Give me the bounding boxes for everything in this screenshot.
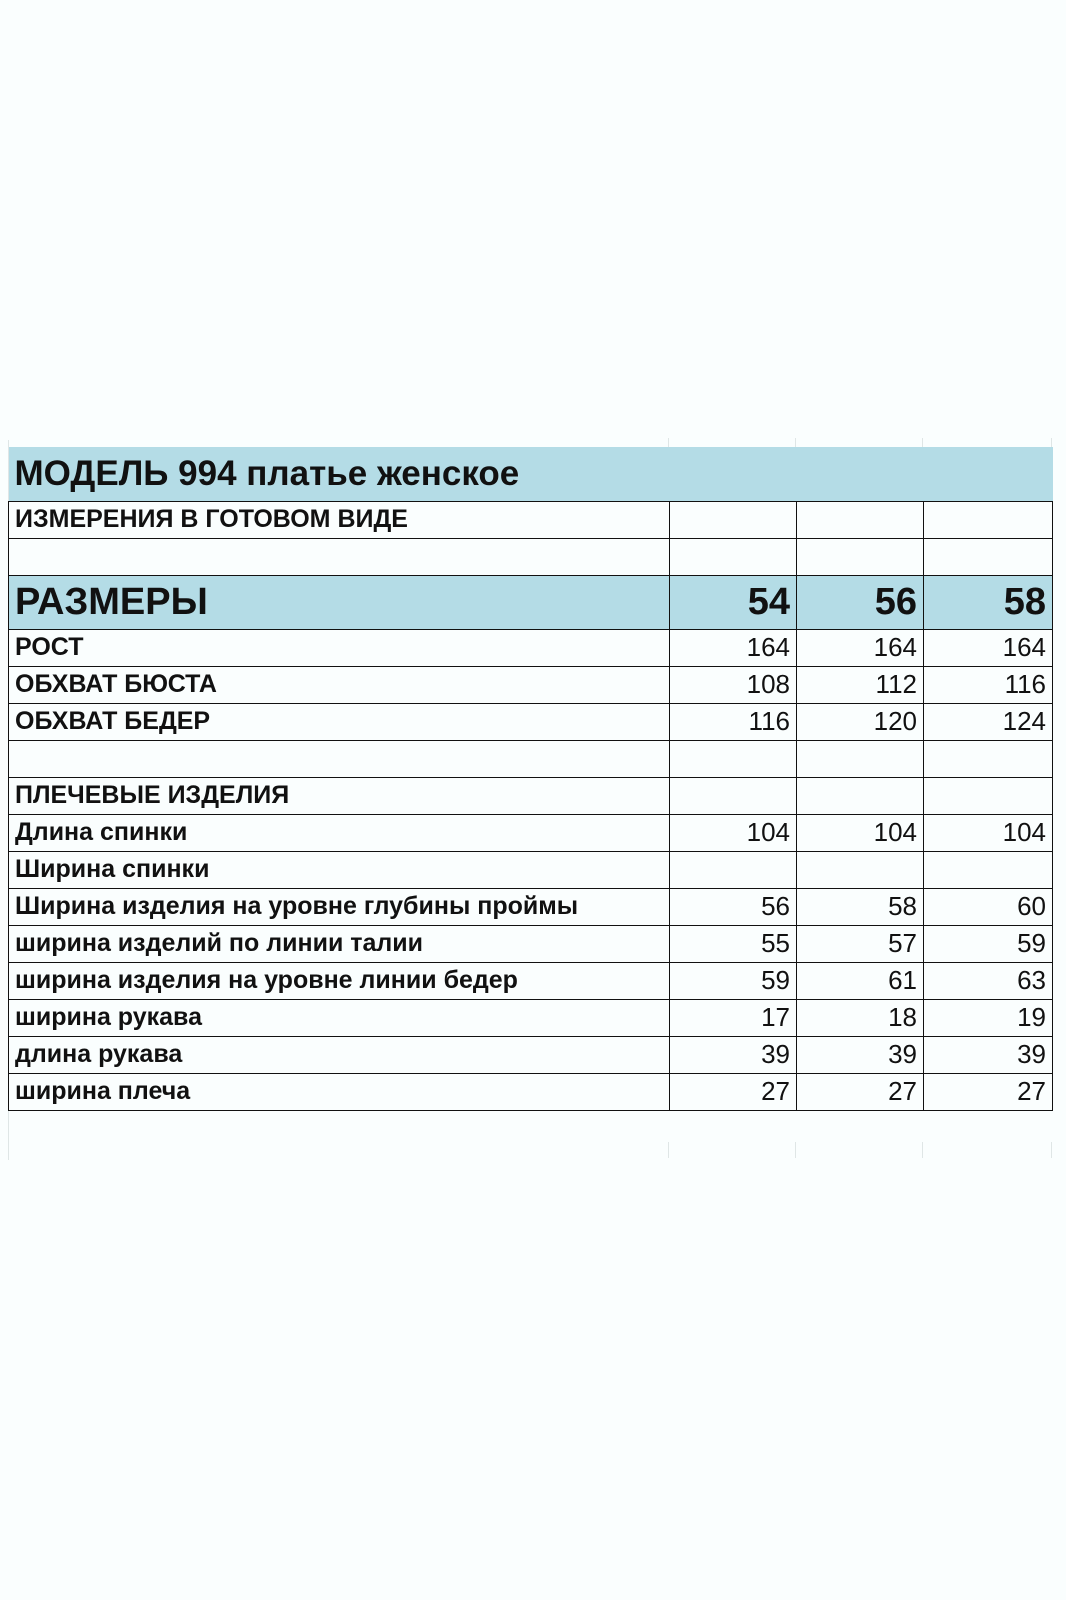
- row-value: 60: [924, 888, 1053, 925]
- row-value: 57: [797, 925, 924, 962]
- size-58: 58: [924, 575, 1053, 629]
- empty-cell: [924, 538, 1053, 575]
- row-value: 58: [797, 888, 924, 925]
- row-value: 61: [797, 962, 924, 999]
- table-row: [9, 703, 1053, 740]
- row-value: 17: [670, 999, 797, 1036]
- row-label: РОСТ: [9, 629, 670, 666]
- row-label: ширина плеча: [9, 1073, 670, 1110]
- empty-cell: [924, 740, 1053, 777]
- empty-cell: [797, 777, 924, 814]
- size-chart: [8, 447, 1052, 1111]
- row-value: [670, 851, 797, 888]
- row-value: 120: [797, 703, 924, 740]
- section-row: [9, 777, 1053, 814]
- row-value: 116: [670, 703, 797, 740]
- row-label: ширина изделия на уровне линии бедер: [9, 962, 670, 999]
- table-row: [9, 851, 1053, 888]
- row-value: 63: [924, 962, 1053, 999]
- empty-cell: [797, 501, 924, 538]
- row-value: 164: [924, 629, 1053, 666]
- empty-cell: [670, 740, 797, 777]
- row-label: длина рукава: [9, 1036, 670, 1073]
- size-56: 56: [797, 575, 924, 629]
- row-value: 56: [670, 888, 797, 925]
- blank-row: [9, 740, 1053, 777]
- row-value: 27: [924, 1073, 1053, 1110]
- row-label: Ширина изделия на уровне глубины проймы: [9, 888, 670, 925]
- table-row: [9, 666, 1053, 703]
- section-label: ПЛЕЧЕВЫЕ ИЗДЕЛИЯ: [9, 777, 670, 814]
- empty-cell: [9, 538, 670, 575]
- model-title: МОДЕЛЬ 994 платье женское: [9, 447, 1053, 501]
- row-value: 108: [670, 666, 797, 703]
- table-row: [9, 999, 1053, 1036]
- row-value: [797, 851, 924, 888]
- row-value: 104: [797, 814, 924, 851]
- row-value: 39: [797, 1036, 924, 1073]
- row-value: 18: [797, 999, 924, 1036]
- row-value: [924, 851, 1053, 888]
- empty-cell: [924, 501, 1053, 538]
- size-54: 54: [670, 575, 797, 629]
- measurements-heading: ИЗМЕРЕНИЯ В ГОТОВОМ ВИДЕ: [9, 501, 670, 538]
- row-label: ширина рукава: [9, 999, 670, 1036]
- row-label: ОБХВАТ БЮСТА: [9, 666, 670, 703]
- row-label: ширина изделий по линии талии: [9, 925, 670, 962]
- table-row: [9, 888, 1053, 925]
- row-label: ОБХВАТ БЕДЕР: [9, 703, 670, 740]
- empty-cell: [670, 501, 797, 538]
- row-value: 39: [924, 1036, 1053, 1073]
- table-row: [9, 1036, 1053, 1073]
- row-value: 39: [670, 1036, 797, 1073]
- sizes-label: РАЗМЕРЫ: [9, 575, 670, 629]
- row-label: Ширина спинки: [9, 851, 670, 888]
- table-row: [9, 814, 1053, 851]
- row-value: 55: [670, 925, 797, 962]
- row-label: Длина спинки: [9, 814, 670, 851]
- table-row: [9, 962, 1053, 999]
- row-value: 27: [670, 1073, 797, 1110]
- row-value: 104: [670, 814, 797, 851]
- row-value: 112: [797, 666, 924, 703]
- title-row: [9, 447, 1053, 501]
- empty-cell: [924, 777, 1053, 814]
- empty-cell: [670, 777, 797, 814]
- row-value: 27: [797, 1073, 924, 1110]
- table-row: [9, 1073, 1053, 1110]
- row-value: 164: [797, 629, 924, 666]
- row-value: 124: [924, 703, 1053, 740]
- empty-cell: [9, 740, 670, 777]
- empty-cell: [797, 538, 924, 575]
- blank-row: [9, 538, 1053, 575]
- row-value: 164: [670, 629, 797, 666]
- subtitle-row: [9, 501, 1053, 538]
- row-value: 59: [670, 962, 797, 999]
- table-row: [9, 629, 1053, 666]
- row-value: 19: [924, 999, 1053, 1036]
- size-table: [8, 447, 1053, 1111]
- sizes-row: [9, 575, 1053, 629]
- row-value: 104: [924, 814, 1053, 851]
- table-row: [9, 925, 1053, 962]
- empty-cell: [797, 740, 924, 777]
- empty-cell: [670, 538, 797, 575]
- row-value: 59: [924, 925, 1053, 962]
- row-value: 116: [924, 666, 1053, 703]
